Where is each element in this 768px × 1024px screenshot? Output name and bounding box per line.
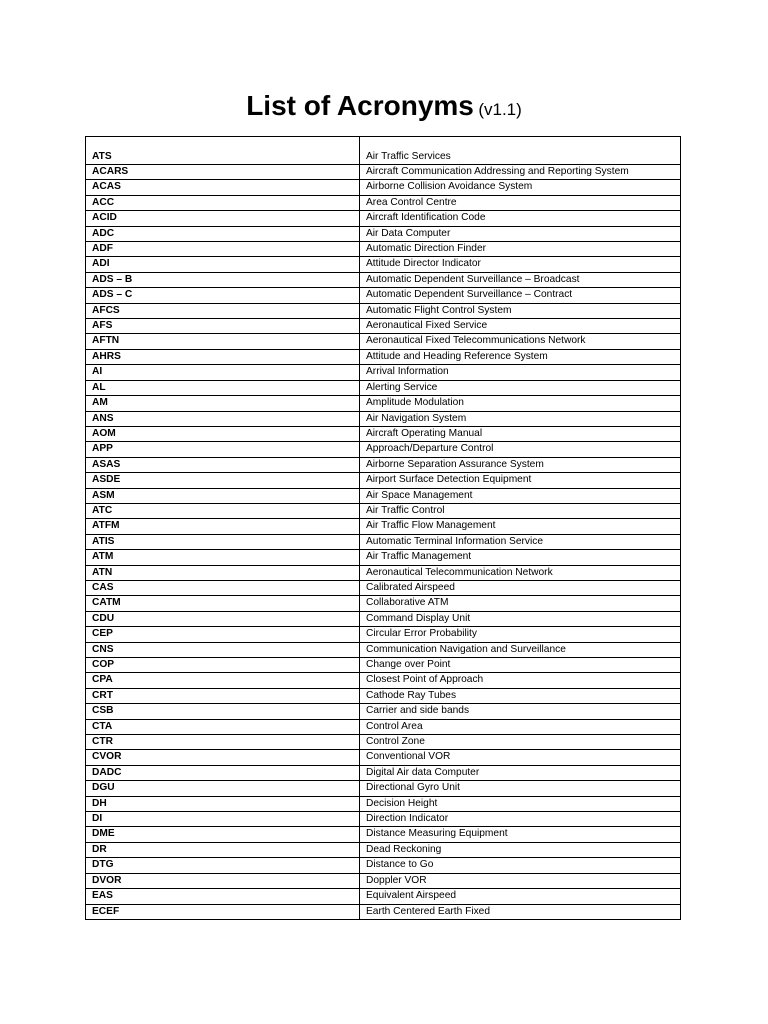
table-row (86, 334, 681, 349)
meaning-cell: Aircraft Communication Addressing and Reporting System (360, 165, 681, 180)
table-row (86, 473, 681, 488)
table-row (86, 349, 681, 364)
acronym-cell: AFCS (86, 303, 360, 318)
acronym-cell: ASM (86, 488, 360, 503)
acronym-cell: ADC (86, 226, 360, 241)
acronym-cell: ADI (86, 257, 360, 272)
table-row (86, 195, 681, 210)
acronym-cell: ATC (86, 503, 360, 518)
table-row (86, 750, 681, 765)
table-row (86, 565, 681, 580)
table-row (86, 411, 681, 426)
acronym-cell: AI (86, 365, 360, 380)
table-row (86, 519, 681, 534)
acronym-cell: CATM (86, 596, 360, 611)
meaning-cell: Collaborative ATM (360, 596, 681, 611)
acronym-cell: DH (86, 796, 360, 811)
acronym-cell: CSB (86, 704, 360, 719)
acronym-cell: ACC (86, 195, 360, 210)
meaning-cell: Earth Centered Earth Fixed (360, 904, 681, 919)
meaning-cell: Digital Air data Computer (360, 765, 681, 780)
meaning-cell: Decision Height (360, 796, 681, 811)
meaning-cell: Distance to Go (360, 858, 681, 873)
meaning-cell: Cathode Ray Tubes (360, 688, 681, 703)
table-row (86, 257, 681, 272)
meaning-cell: Doppler VOR (360, 873, 681, 888)
acronym-cell: ATFM (86, 519, 360, 534)
meaning-cell: Command Display Unit (360, 611, 681, 626)
table-row (86, 550, 681, 565)
acronym-cell: ATS (86, 137, 360, 165)
table-row (86, 226, 681, 241)
acronym-cell: ACID (86, 211, 360, 226)
acronym-table-body (86, 137, 681, 920)
meaning-cell: Alerting Service (360, 380, 681, 395)
version-label: (v1.1) (478, 100, 522, 119)
meaning-cell: Automatic Dependent Surveillance – Contract (360, 288, 681, 303)
acronym-cell: CVOR (86, 750, 360, 765)
meaning-cell: Airport Surface Detection Equipment (360, 473, 681, 488)
meaning-cell: Approach/Departure Control (360, 442, 681, 457)
acronym-cell: ADS – B (86, 272, 360, 287)
table-row (86, 611, 681, 626)
table-row (86, 442, 681, 457)
acronym-table (85, 136, 681, 920)
table-row (86, 858, 681, 873)
table-row (86, 658, 681, 673)
acronym-cell: AFTN (86, 334, 360, 349)
acronym-cell: AOM (86, 426, 360, 441)
acronym-cell: DADC (86, 765, 360, 780)
acronym-cell: EAS (86, 889, 360, 904)
table-row (86, 704, 681, 719)
meaning-cell: Automatic Flight Control System (360, 303, 681, 318)
meaning-cell: Directional Gyro Unit (360, 781, 681, 796)
table-row (86, 396, 681, 411)
table-row (86, 812, 681, 827)
meaning-cell: Aeronautical Fixed Service (360, 319, 681, 334)
table-row (86, 796, 681, 811)
table-row (86, 735, 681, 750)
table-row (86, 688, 681, 703)
meaning-cell: Automatic Direction Finder (360, 242, 681, 257)
acronym-cell: CPA (86, 673, 360, 688)
table-row (86, 781, 681, 796)
acronym-cell: AL (86, 380, 360, 395)
table-row (86, 211, 681, 226)
table-row (86, 534, 681, 549)
meaning-cell: Change over Point (360, 658, 681, 673)
table-row (86, 488, 681, 503)
meaning-cell: Calibrated Airspeed (360, 580, 681, 595)
acronym-cell: ADS – C (86, 288, 360, 303)
meaning-cell: Closest Point of Approach (360, 673, 681, 688)
meaning-cell: Automatic Dependent Surveillance – Broadcast (360, 272, 681, 287)
meaning-cell: Arrival Information (360, 365, 681, 380)
table-row (86, 642, 681, 657)
table-row (86, 904, 681, 919)
acronym-cell: ECEF (86, 904, 360, 919)
meaning-cell: Dead Reckoning (360, 842, 681, 857)
acronym-cell: DGU (86, 781, 360, 796)
table-row (86, 380, 681, 395)
acronym-cell: CRT (86, 688, 360, 703)
table-row (86, 272, 681, 287)
acronym-cell: CEP (86, 627, 360, 642)
table-row (86, 842, 681, 857)
acronym-cell: ACAS (86, 180, 360, 195)
acronym-cell: DTG (86, 858, 360, 873)
acronym-cell: ATM (86, 550, 360, 565)
table-row (86, 137, 681, 165)
meaning-cell: Attitude and Heading Reference System (360, 349, 681, 364)
table-row (86, 180, 681, 195)
meaning-cell: Air Space Management (360, 488, 681, 503)
page-title (0, 86, 768, 131)
table-row (86, 889, 681, 904)
table-row (86, 765, 681, 780)
acronym-cell: ASAS (86, 457, 360, 472)
acronym-cell: ADF (86, 242, 360, 257)
meaning-cell: Airborne Separation Assurance System (360, 457, 681, 472)
table-row (86, 827, 681, 842)
table-row (86, 457, 681, 472)
title-text: List of Acronyms (246, 90, 474, 121)
meaning-cell: Distance Measuring Equipment (360, 827, 681, 842)
table-row (86, 165, 681, 180)
meaning-cell: Control Area (360, 719, 681, 734)
meaning-cell: Air Data Computer (360, 226, 681, 241)
acronym-cell: COP (86, 658, 360, 673)
acronym-cell: AFS (86, 319, 360, 334)
meaning-cell: Air Traffic Management (360, 550, 681, 565)
acronym-cell: ASDE (86, 473, 360, 488)
table-row (86, 503, 681, 518)
meaning-cell: Air Traffic Flow Management (360, 519, 681, 534)
meaning-cell: Air Traffic Control (360, 503, 681, 518)
meaning-cell: Aeronautical Telecommunication Network (360, 565, 681, 580)
acronym-cell: APP (86, 442, 360, 457)
meaning-cell: Conventional VOR (360, 750, 681, 765)
table-row (86, 365, 681, 380)
meaning-cell: Control Zone (360, 735, 681, 750)
acronym-cell: DI (86, 812, 360, 827)
acronym-cell: DME (86, 827, 360, 842)
meaning-cell: Air Traffic Services (360, 137, 681, 165)
meaning-cell: Air Navigation System (360, 411, 681, 426)
acronym-cell: ACARS (86, 165, 360, 180)
meaning-cell: Aircraft Operating Manual (360, 426, 681, 441)
table-row (86, 242, 681, 257)
table-row (86, 288, 681, 303)
acronym-cell: CNS (86, 642, 360, 657)
acronym-cell: CAS (86, 580, 360, 595)
meaning-cell: Automatic Terminal Information Service (360, 534, 681, 549)
meaning-cell: Direction Indicator (360, 812, 681, 827)
acronym-cell: ANS (86, 411, 360, 426)
table-row (86, 426, 681, 441)
acronym-cell: ATN (86, 565, 360, 580)
table-row (86, 673, 681, 688)
table-row (86, 303, 681, 318)
table-row (86, 719, 681, 734)
meaning-cell: Attitude Director Indicator (360, 257, 681, 272)
meaning-cell: Amplitude Modulation (360, 396, 681, 411)
meaning-cell: Airborne Collision Avoidance System (360, 180, 681, 195)
acronym-cell: AM (86, 396, 360, 411)
meaning-cell: Area Control Centre (360, 195, 681, 210)
meaning-cell: Equivalent Airspeed (360, 889, 681, 904)
table-row (86, 580, 681, 595)
acronym-cell: CTA (86, 719, 360, 734)
acronym-cell: DVOR (86, 873, 360, 888)
meaning-cell: Aeronautical Fixed Telecommunications Network (360, 334, 681, 349)
acronym-cell: DR (86, 842, 360, 857)
table-row (86, 319, 681, 334)
meaning-cell: Communication Navigation and Surveillance (360, 642, 681, 657)
meaning-cell: Aircraft Identification Code (360, 211, 681, 226)
acronym-cell: ATIS (86, 534, 360, 549)
meaning-cell: Circular Error Probability (360, 627, 681, 642)
acronym-cell: CTR (86, 735, 360, 750)
acronym-cell: AHRS (86, 349, 360, 364)
table-row (86, 627, 681, 642)
table-row (86, 596, 681, 611)
meaning-cell: Carrier and side bands (360, 704, 681, 719)
acronym-cell: CDU (86, 611, 360, 626)
table-row (86, 873, 681, 888)
